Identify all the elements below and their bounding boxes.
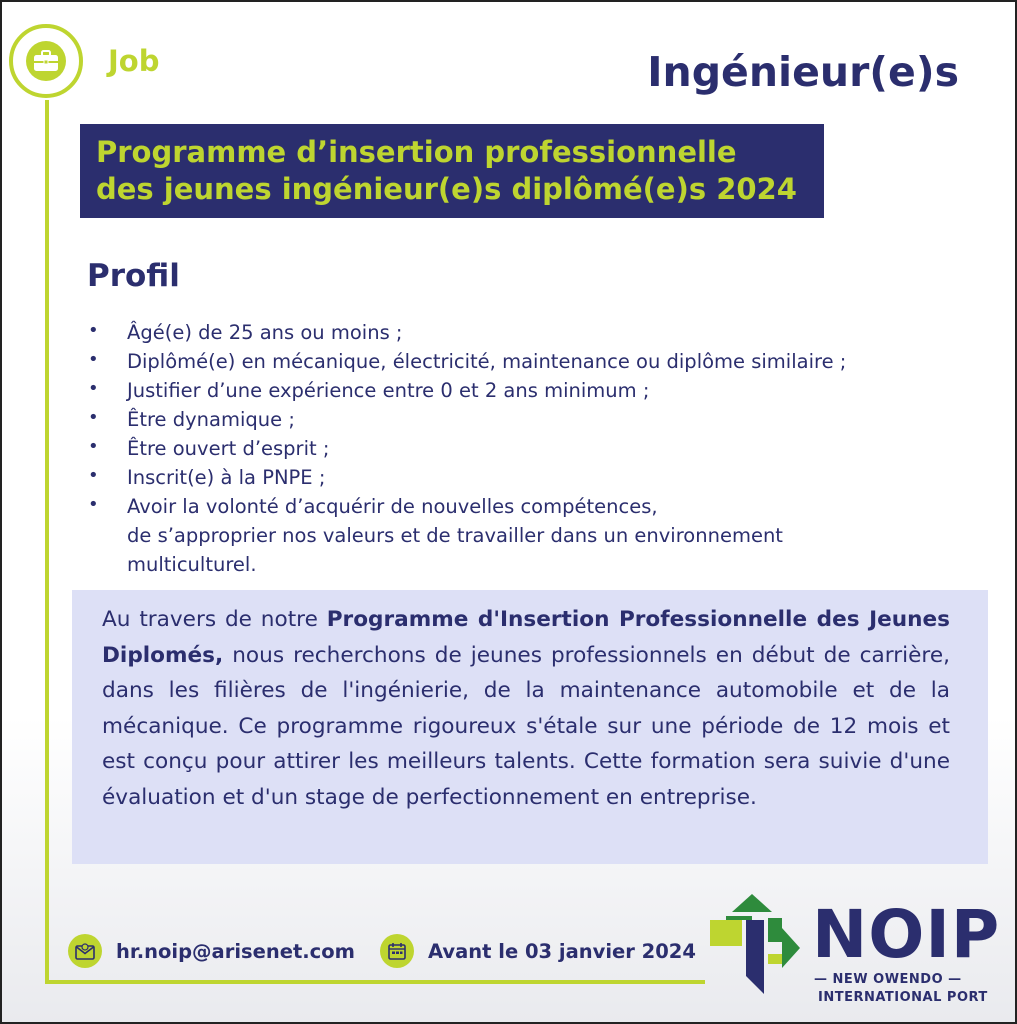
email-icon <box>68 934 102 968</box>
calendar-icon <box>380 934 414 968</box>
page-title: Ingénieur(e)s <box>647 48 959 96</box>
list-item: • Inscrit(e) à la PNPE ; <box>88 465 326 489</box>
briefcase-badge <box>9 24 83 98</box>
list-item: • Diplômé(e) en mécanique, électricité, maintenance ou diplôme similaire ; <box>88 349 847 373</box>
program-name: Programme d'Insertion Professionnelle des Jeunes Diplomés, <box>102 607 951 668</box>
list-item: • Justifier d’une expérience entre 0 et 2 ans minimum ; <box>88 378 650 402</box>
category-label: Job <box>108 44 160 78</box>
program-banner <box>80 124 824 218</box>
decorative-vertical-line <box>45 100 49 984</box>
description-box <box>72 590 988 864</box>
list-item-continuation: de s’approprier nos valeurs et de travailler dans un environnement <box>127 524 783 547</box>
logo-name: NOIP <box>812 896 1001 973</box>
deadline-info <box>380 934 696 968</box>
profile-list <box>84 318 964 579</box>
list-item: • Âgé(e) de 25 ans ou moins ; <box>88 320 403 344</box>
list-item: • Être ouvert d’esprit ; <box>88 436 330 460</box>
decorative-horizontal-line <box>45 980 705 984</box>
briefcase-icon <box>26 41 66 81</box>
list-item-continuation: multiculturel. <box>127 553 257 576</box>
email-address[interactable]: hr.noip@arisenet.com <box>116 939 355 963</box>
list-item: • Être dynamique ; <box>88 407 295 431</box>
banner-line-1: Programme d’insertion professionnelle <box>96 135 737 169</box>
list-item: • Avoir la volonté d’acquérir de nouvelles compétences, <box>88 494 658 518</box>
logo-subtitle-1: — NEW OWENDO — <box>814 972 962 987</box>
profile-heading: Profil <box>87 258 180 294</box>
email-contact[interactable] <box>68 934 355 968</box>
deadline-text: Avant le 03 janvier 2024 <box>428 939 696 963</box>
logo-subtitle-2: INTERNATIONAL PORT <box>818 990 988 1005</box>
banner-line-2: des jeunes ingénieur(e)s diplômé(e)s 2024 <box>96 172 797 206</box>
description-text: Au travers de notre Programme d'Insertion Professionnelle des Jeunes Diplomés, nous recherchons de jeunes professionnels en début de carrière, dans les filières de l'ingénierie, de la maintenance automobile et de la mécanique. Ce programme rigoureux s'étale sur une période de 12 mois et est conçu pour attirer les meilleurs talents. Cette formation sera suivie d'une évaluation et d'un stage de perfectionnement en entreprise. <box>102 607 951 810</box>
